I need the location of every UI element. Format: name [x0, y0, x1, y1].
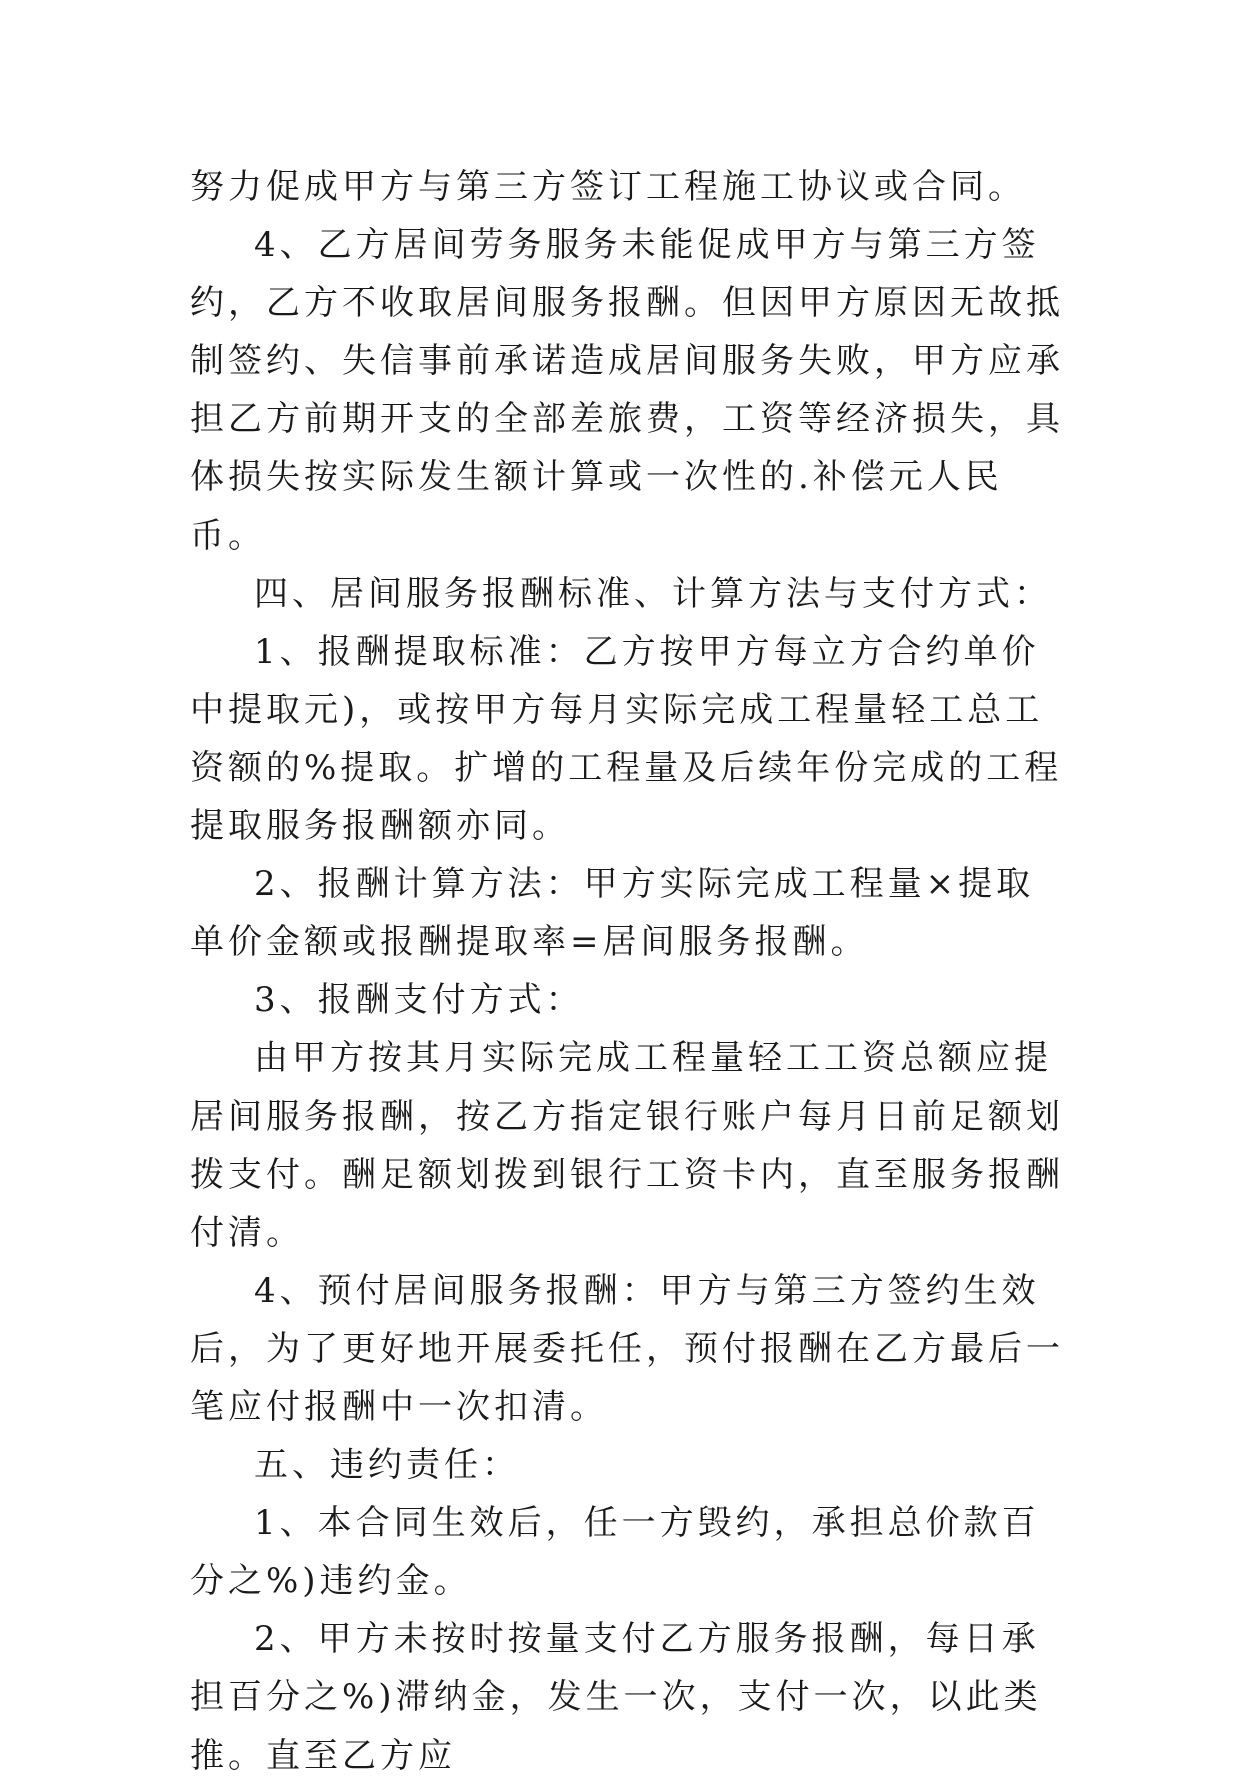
paragraph-clause-4-4: 4、预付居间服务报酬：甲方与第三方签约生效后，为了更好地开展委托任，预付报酬在乙方最后一笔应付报酬中一次扣清。 — [190, 1270, 1064, 1427]
paragraph-continuation: 努力促成甲方与第三方签订工程施工协议或合同。 — [190, 167, 1026, 207]
paragraph-clause-3-4: 4、乙方居间劳务服务未能促成甲方与第三方签约，乙方不收取居间服务报酬。但因甲方原因无故抵制签约、失信事前承诺造成居间服务失败，甲方应承担乙方前期开支的全部差旅费，工资等经济损失，具体损失按实际发生额计算或一次性的.补偿元人民币。 — [190, 225, 1064, 556]
section-heading-4: 四、居间服务报酬标准、计算方法与支付方式： — [254, 573, 1052, 614]
paragraph-clause-4-2: 2、报酬计算方法：甲方实际完成工程量×提取单价金额或报酬提取率=居间服务报酬。 — [190, 864, 1035, 963]
paragraph-clause-4-1: 1、报酬提取标准：乙方按甲方每立方合约单价中提取元)，或按甲方每月实际完成工程量轻工总工资额的%提取。扩增的工程量及后续年份完成的工程提取服务报酬额亦同。 — [190, 631, 1063, 847]
paragraph-clause-4-3: 3、报酬支付方式： — [254, 980, 584, 1021]
paragraph-clause-4-3-detail: 由甲方按其月实际完成工程量轻工工资总额应提居间服务报酬，按乙方指定银行账户每月日前足额划拨支付。酬足额划拨到银行工资卡内，直至服务报酬付清。 — [190, 1038, 1064, 1253]
paragraph-clause-5-1: 1、本合同生效后，任一方毁约，承担总价款百分之%)违约金。 — [190, 1503, 1040, 1602]
document-body — [190, 158, 1070, 1785]
section-heading-5: 五、违约责任： — [254, 1445, 520, 1486]
paragraph-clause-5-2: 2、甲方未按时按量支付乙方服务报酬，每日承担百分之%)滞纳金，发生一次，支付一次，以此类推。直至乙方应 — [190, 1619, 1042, 1776]
